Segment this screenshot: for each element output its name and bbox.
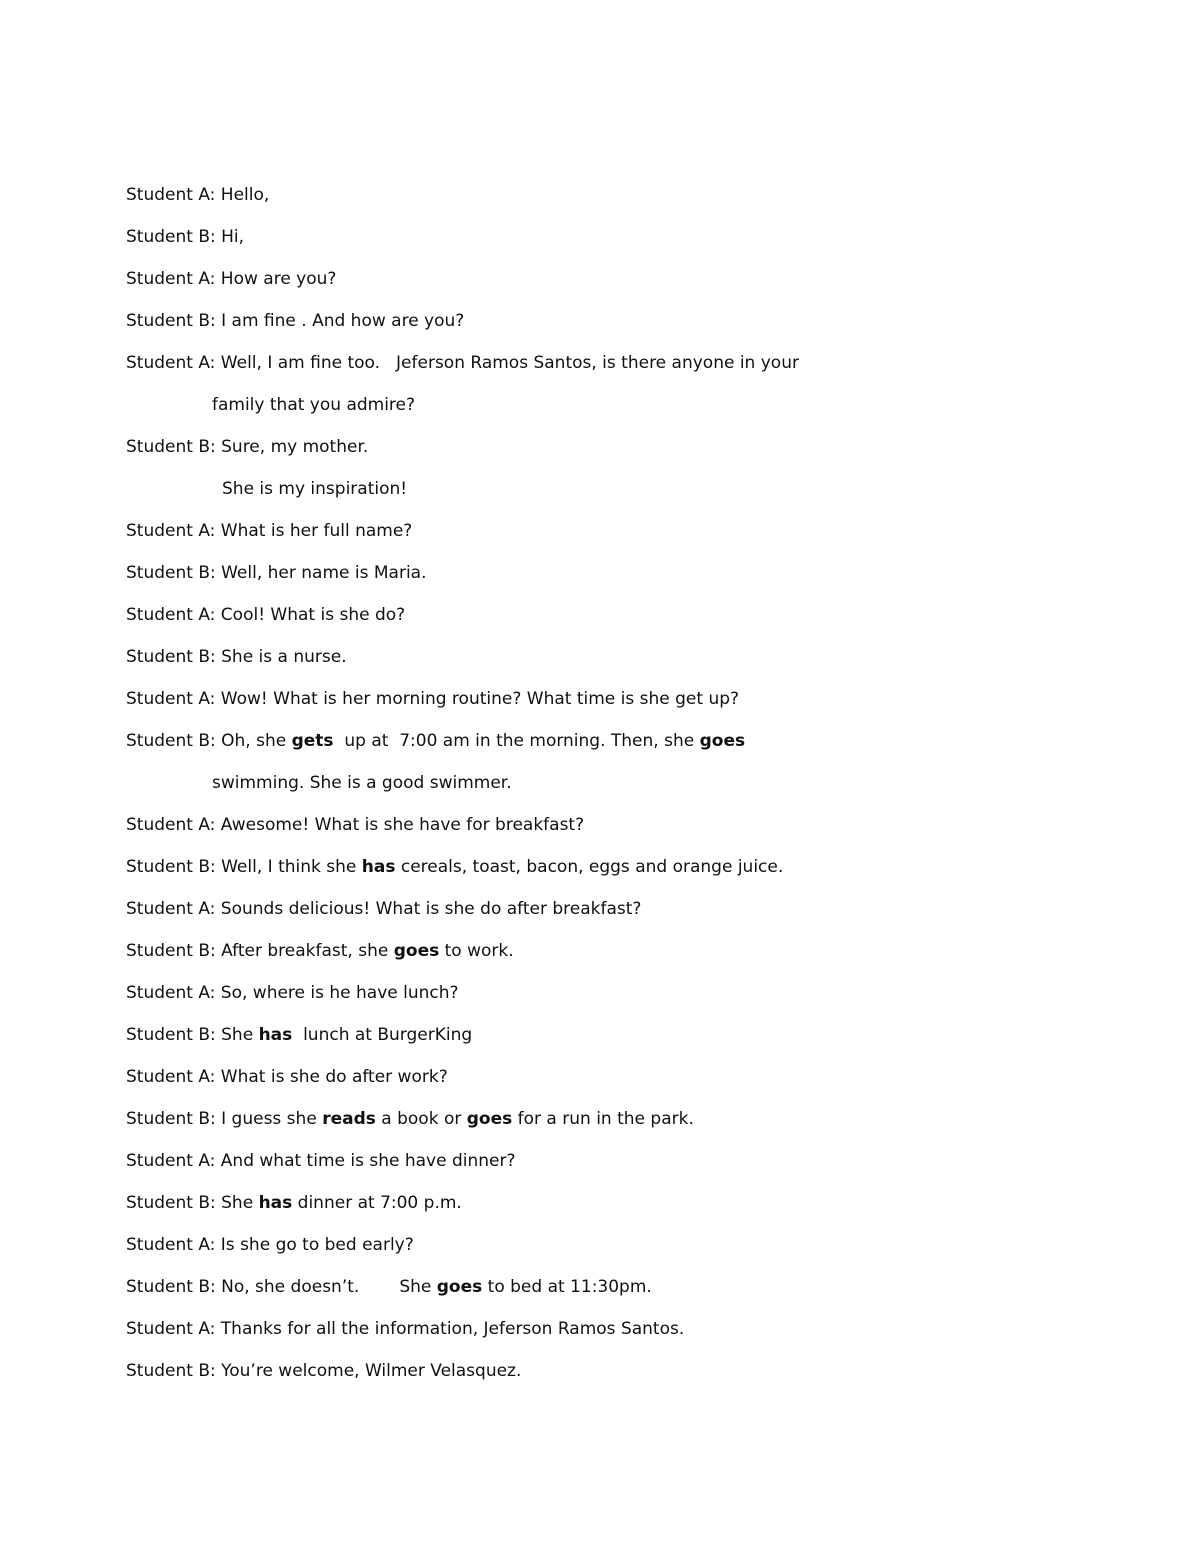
line-text: No, she doesn’t. <box>215 1277 360 1297</box>
line-text: Hello, <box>215 185 270 205</box>
dialogue-line <box>126 936 1126 978</box>
line-text: She <box>399 1277 437 1297</box>
dialogue-continuation <box>126 768 1126 810</box>
line-text: lunch at BurgerKing <box>292 1025 473 1045</box>
line-text: And what time is she have dinner? <box>215 1151 516 1171</box>
dialogue-line <box>126 1230 1126 1272</box>
dialogue-line <box>126 516 1126 558</box>
line-text: What is she do after work? <box>215 1067 448 1087</box>
dialogue-line <box>126 180 1126 222</box>
line-text: She is a nurse. <box>215 647 347 667</box>
line-text: up at 7:00 am in the morning. Then, she <box>333 731 700 751</box>
dialogue-line <box>126 852 1126 894</box>
speaker-label: Student A: <box>126 815 216 835</box>
speaker-label: Student B: <box>126 731 216 751</box>
dialogue-line <box>126 978 1126 1020</box>
speaker-label: Student A: <box>126 269 216 289</box>
line-text: to bed at 11:30pm. <box>482 1277 652 1297</box>
speaker-label: Student A: <box>126 689 216 709</box>
line-text: After breakfast, she <box>215 941 394 961</box>
dialogue-line <box>126 810 1126 852</box>
speaker-label: Student B: <box>126 227 216 247</box>
bold-verb: reads <box>322 1109 376 1129</box>
line-text: She <box>215 1193 259 1213</box>
speaker-label: Student B: <box>126 563 216 583</box>
speaker-label: Student B: <box>126 1025 216 1045</box>
dialogue-line <box>126 642 1126 684</box>
line-text: family that you admire? <box>212 395 416 415</box>
line-text: Awesome! What is she have for breakfast? <box>215 815 585 835</box>
dialogue-line <box>126 348 1126 390</box>
dialogue-line <box>126 1314 1126 1356</box>
dialogue-continuation <box>126 390 1126 432</box>
dialogue-line <box>126 1188 1126 1230</box>
speaker-label: Student A: <box>126 605 216 625</box>
dialogue-line <box>126 600 1126 642</box>
line-text: Cool! What is she do? <box>215 605 406 625</box>
line-text: You’re welcome, Wilmer Velasquez. <box>215 1361 522 1381</box>
line-text: Wow! What is her morning routine? What time is she get up? <box>215 689 740 709</box>
dialogue-line <box>126 558 1126 600</box>
line-text: cereals, toast, bacon, eggs and orange juice. <box>395 857 784 877</box>
speaker-label: Student B: <box>126 941 216 961</box>
dialogue-line <box>126 306 1126 348</box>
speaker-label: Student B: <box>126 857 216 877</box>
speaker-label: Student B: <box>126 1109 216 1129</box>
line-text: So, where is he have lunch? <box>215 983 459 1003</box>
line-text: She <box>215 1025 259 1045</box>
speaker-label: Student A: <box>126 899 216 919</box>
line-text: Oh, she <box>215 731 292 751</box>
dialogue-line <box>126 1146 1126 1188</box>
speaker-label: Student B: <box>126 311 216 331</box>
dialogue-line <box>126 264 1126 306</box>
line-text: Well, I am fine too. <box>215 353 381 373</box>
line-text: Well, I think she <box>215 857 362 877</box>
line-text: a book or <box>375 1109 467 1129</box>
line-text: for a run in the park. <box>512 1109 694 1129</box>
line-text: to work. <box>439 941 514 961</box>
speaker-label: Student A: <box>126 353 216 373</box>
speaker-label: Student A: <box>126 1151 216 1171</box>
dialogue-continuation <box>126 474 1126 516</box>
speaker-label: Student A: <box>126 1319 216 1339</box>
speaker-label: Student B: <box>126 647 216 667</box>
line-text: How are you? <box>215 269 337 289</box>
speaker-label: Student A: <box>126 185 216 205</box>
line-text: dinner at 7:00 p.m. <box>292 1193 462 1213</box>
line-text: What is her full name? <box>215 521 413 541</box>
dialogue-line <box>126 222 1126 264</box>
bold-verb: goes <box>466 1109 513 1129</box>
dialogue-line <box>126 432 1126 474</box>
line-text: I am fine . And how are you? <box>215 311 465 331</box>
bold-verb: goes <box>393 941 440 961</box>
line-text: Thanks for all the information, Jeferson Ramos Santos. <box>215 1319 685 1339</box>
dialogue-line <box>126 1356 1126 1398</box>
dialogue-line <box>126 1062 1126 1104</box>
speaker-label: Student B: <box>126 1193 216 1213</box>
line-text: Well, her name is Maria. <box>215 563 427 583</box>
line-text: swimming. She is a good swimmer. <box>212 773 512 793</box>
bold-verb: has <box>258 1025 293 1045</box>
bold-verb: has <box>361 857 396 877</box>
line-text: Jeferson Ramos Santos, is there anyone in your <box>396 353 799 373</box>
dialogue-line <box>126 1020 1126 1062</box>
speaker-label: Student A: <box>126 1067 216 1087</box>
speaker-label: Student B: <box>126 1361 216 1381</box>
bold-verb: goes <box>699 731 746 751</box>
speaker-label: Student B: <box>126 1277 216 1297</box>
line-text: Hi, <box>215 227 245 247</box>
line-text: Sounds delicious! What is she do after breakfast? <box>215 899 642 919</box>
speaker-label: Student A: <box>126 521 216 541</box>
dialogue-line <box>126 1272 1126 1314</box>
dialogue-line <box>126 1104 1126 1146</box>
speaker-label: Student A: <box>126 983 216 1003</box>
dialogue-line <box>126 894 1126 936</box>
dialogue <box>126 180 1126 1398</box>
line-text: Is she go to bed early? <box>215 1235 414 1255</box>
line-text: She is my inspiration! <box>222 479 408 499</box>
bold-verb: goes <box>436 1277 483 1297</box>
speaker-label: Student A: <box>126 1235 216 1255</box>
speaker-label: Student B: <box>126 437 216 457</box>
line-text: I guess she <box>215 1109 323 1129</box>
dialogue-line <box>126 684 1126 726</box>
bold-verb: has <box>258 1193 293 1213</box>
dialogue-line <box>126 726 1126 768</box>
bold-verb: gets <box>291 731 334 751</box>
line-text: Sure, my mother. <box>215 437 369 457</box>
